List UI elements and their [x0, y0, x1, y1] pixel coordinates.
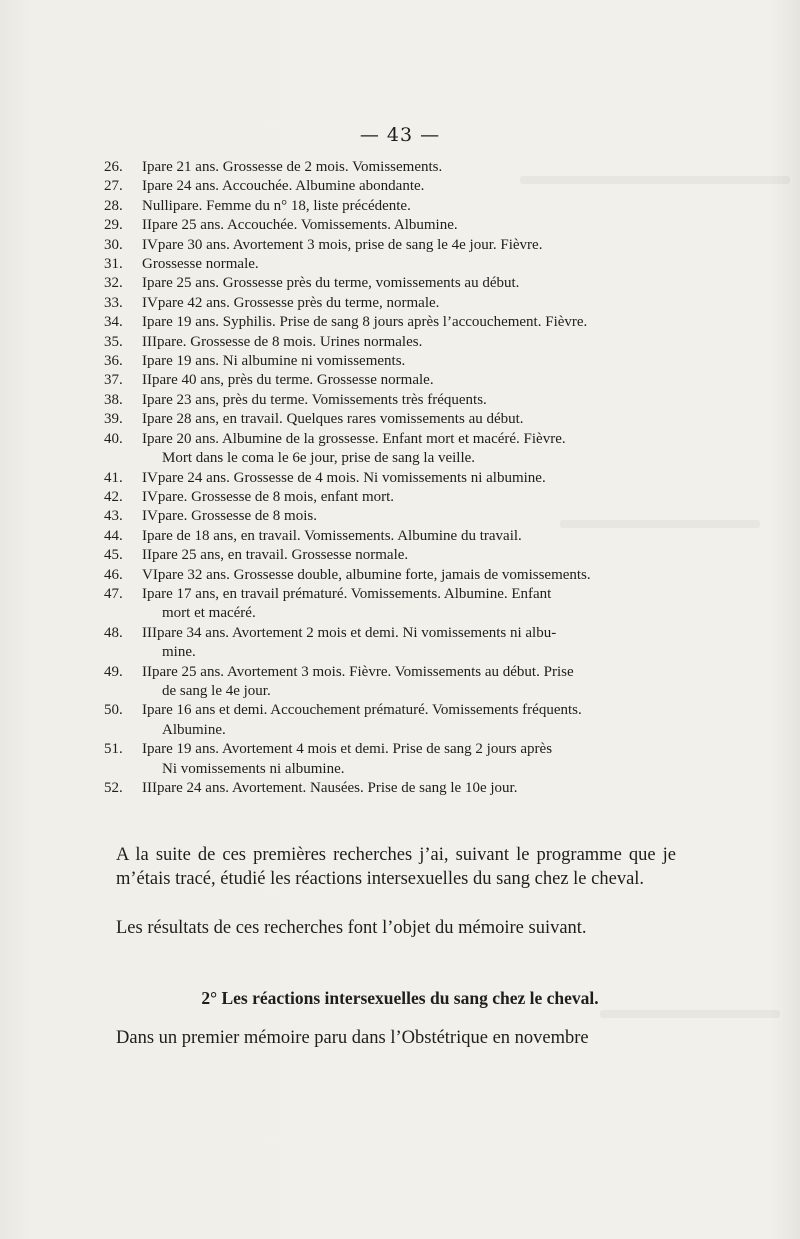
entry-text — [142, 507, 684, 526]
entry-text — [142, 488, 684, 507]
entry-number: 40. — [104, 430, 123, 447]
entry-line: IIpare 25 ans. Avortement 3 mois. Fièvre. Vomissements au début. Prise — [142, 663, 574, 680]
entry-text — [142, 546, 684, 565]
list-item — [104, 507, 684, 526]
entry-line: Ipare 21 ans. Grossesse de 2 mois. Vomissements. — [142, 159, 443, 175]
entry-text — [142, 410, 684, 429]
entry-text — [142, 371, 684, 390]
list-item — [104, 274, 684, 293]
entry-text — [142, 313, 684, 332]
entry-line: Ipare 28 ans, en travail. Quelques rares vomissements au début. — [142, 411, 524, 428]
entry-text — [142, 255, 684, 274]
entry-text — [142, 294, 684, 313]
entry-line: IIpare 25 ans, en travail. Grossesse normale. — [142, 547, 409, 564]
entry-number: 26. — [104, 159, 123, 175]
entry-continuation: mine. — [162, 644, 196, 661]
entry-text — [142, 236, 684, 255]
list-item — [104, 701, 684, 740]
entry-line: IVpare 24 ans. Grossesse de 4 mois. Ni vomissements ni albumine. — [142, 469, 546, 486]
paragraph-intro: A la suite de ces premières recherches j’ai, suivant le programme que je m’étais tracé, étudié les réactions intersexuelles du sang chez le cheval. — [116, 845, 676, 889]
entry-line: IVpare 30 ans. Avortement 3 mois, prise de sang le 4e jour. Fièvre. — [142, 236, 543, 253]
entry-text — [142, 158, 684, 177]
entry-line: Ipare 23 ans, près du terme. Vomissements très fréquents. — [142, 391, 487, 408]
entry-number: 31. — [104, 256, 123, 273]
entry-continuation: Ni vomissements ni albumine. — [162, 760, 345, 777]
list-item — [104, 236, 684, 255]
list-item — [104, 197, 684, 216]
entry-line: IVpare. Grossesse de 8 mois, enfant mort. — [142, 488, 395, 505]
entry-number: 36. — [104, 353, 123, 370]
list-item — [104, 488, 684, 507]
entry-line: IIIpare 34 ans. Avortement 2 mois et demi. Ni vomissements ni albu- — [142, 624, 557, 641]
entry-number: 28. — [104, 197, 123, 214]
entry-line: IVpare. Grossesse de 8 mois. — [142, 508, 317, 525]
entry-number: 27. — [104, 178, 123, 195]
entry-number: 51. — [104, 741, 123, 758]
entry-number: 47. — [104, 585, 123, 602]
list-item — [104, 177, 684, 196]
entry-line: IVpare 42 ans. Grossesse près du terme, normale. — [142, 294, 440, 311]
entry-text — [142, 740, 684, 779]
entry-number: 44. — [104, 527, 123, 544]
entry-continuation: de sang le 4e jour. — [162, 682, 271, 699]
entry-line: Ipare 20 ans. Albumine de la grossesse. Enfant mort et macéré. Fièvre. — [142, 430, 566, 447]
entry-line: IIIpare. Grossesse de 8 mois. Urines normales. — [142, 333, 423, 350]
case-list — [104, 158, 684, 798]
list-item — [104, 740, 684, 779]
list-item — [104, 333, 684, 352]
entry-number: 39. — [104, 411, 123, 428]
list-item — [104, 585, 684, 624]
entry-line: Ipare de 18 ans, en travail. Vomissements. Albumine du travail. — [142, 527, 522, 544]
list-item — [104, 779, 684, 798]
entry-line: Grossesse normale. — [142, 256, 259, 273]
entry-number: 33. — [104, 294, 123, 311]
entry-continuation: Albumine. — [162, 721, 226, 738]
entry-text — [142, 197, 684, 216]
section-heading: 2° Les réactions intersexuelles du sang chez le cheval. — [201, 988, 599, 1008]
list-item — [104, 352, 684, 371]
list-item — [104, 255, 684, 274]
page-number: — 43 — — [359, 124, 441, 146]
list-item — [104, 294, 684, 313]
list-item — [104, 566, 684, 585]
list-item — [104, 546, 684, 565]
entry-text — [142, 469, 684, 488]
entry-number: 37. — [104, 372, 123, 389]
list-item — [104, 216, 684, 235]
entry-continuation: Mort dans le coma le 6e jour, prise de sang la veille. — [162, 450, 476, 467]
entry-text — [142, 333, 684, 352]
list-item — [104, 313, 684, 332]
list-item — [104, 410, 684, 429]
entry-line: Nullipare. Femme du n° 18, liste précédente. — [142, 197, 411, 214]
entry-number: 45. — [104, 547, 123, 564]
entry-number: 34. — [104, 314, 123, 331]
entry-text — [142, 624, 684, 663]
entry-line: IIIpare 24 ans. Avortement. Nausées. Prise de sang le 10e jour. — [142, 780, 518, 796]
entry-line: Ipare 17 ans, en travail prématuré. Vomissements. Albumine. Enfant — [142, 585, 552, 602]
entry-number: 35. — [104, 333, 123, 350]
list-item — [104, 624, 684, 663]
entry-text — [142, 274, 684, 293]
entry-text — [142, 527, 684, 546]
entry-line: Ipare 25 ans. Grossesse près du terme, vomissements au début. — [142, 275, 520, 292]
entry-text — [142, 566, 684, 585]
paragraph-results: Les résultats de ces recherches font l’objet du mémoire suivant. — [116, 918, 587, 938]
entry-number: 30. — [104, 236, 123, 253]
entry-line: Ipare 19 ans. Avortement 4 mois et demi. Prise de sang 2 jours après — [142, 741, 553, 758]
entry-text — [142, 663, 684, 702]
list-item — [104, 158, 684, 177]
entry-number: 48. — [104, 624, 123, 641]
list-item — [104, 371, 684, 390]
entry-text — [142, 430, 684, 469]
paragraph-memoire: Dans un premier mémoire paru dans l’Obstétrique en novembre — [116, 1028, 589, 1048]
list-item — [104, 430, 684, 469]
entry-number: 32. — [104, 275, 123, 292]
entry-text — [142, 391, 684, 410]
entry-number: 43. — [104, 508, 123, 525]
entry-text — [142, 352, 684, 371]
entry-number: 41. — [104, 469, 123, 486]
entry-number: 42. — [104, 488, 123, 505]
entry-line: IIpare 25 ans. Accouchée. Vomissements. Albumine. — [142, 217, 458, 234]
entry-continuation: mort et macéré. — [162, 605, 256, 622]
entry-line: Ipare 16 ans et demi. Accouchement prématuré. Vomissements fréquents. — [142, 702, 582, 719]
entry-number: 29. — [104, 217, 123, 234]
list-item — [104, 527, 684, 546]
entry-line: Ipare 24 ans. Accouchée. Albumine abondante. — [142, 178, 425, 195]
entry-number: 49. — [104, 663, 123, 680]
list-item — [104, 469, 684, 488]
bleed-through-mark — [600, 1010, 780, 1018]
entry-text — [142, 177, 684, 196]
entry-line: Ipare 19 ans. Syphilis. Prise de sang 8 jours après l’accouchement. Fièvre. — [142, 314, 588, 331]
list-item — [104, 391, 684, 410]
entry-text — [142, 779, 684, 798]
entry-number: 52. — [104, 780, 123, 796]
entry-line: IIpare 40 ans, près du terme. Grossesse normale. — [142, 372, 434, 389]
entry-text — [142, 216, 684, 235]
entry-text — [142, 701, 684, 740]
entry-number: 50. — [104, 702, 123, 719]
entry-number: 38. — [104, 391, 123, 408]
entry-number: 46. — [104, 566, 123, 583]
list-item — [104, 663, 684, 702]
entry-line: Ipare 19 ans. Ni albumine ni vomissements. — [142, 353, 406, 370]
entry-line: VIpare 32 ans. Grossesse double, albumine forte, jamais de vomissements. — [142, 566, 591, 583]
entry-text — [142, 585, 684, 624]
